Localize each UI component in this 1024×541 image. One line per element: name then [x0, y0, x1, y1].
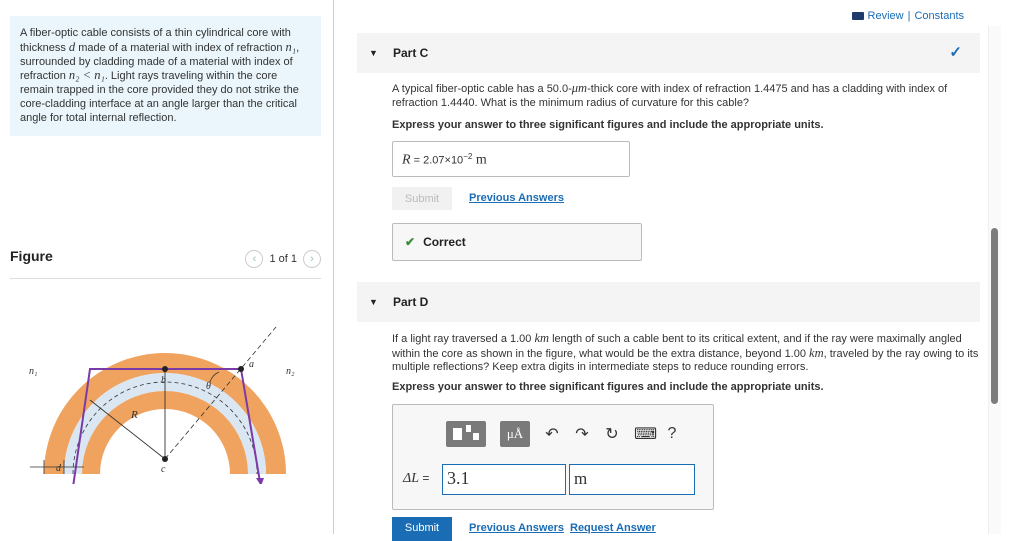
- label-a: a: [249, 359, 254, 370]
- intro-text-4: . Light rays traveling within the core remain trapped in the core provided they do not strike the core-cladding interface at an angle larger than the critical angle for total internal reflection.: [20, 70, 299, 124]
- var-delta-l: ΔL: [403, 471, 420, 486]
- label-c: c: [161, 464, 166, 475]
- part-d-instruction: Express your answer to three significant figures and include the appropriate units.: [392, 381, 824, 393]
- part-c-label: Part C: [393, 46, 429, 60]
- unit-km: km: [809, 345, 824, 360]
- part-c-instruction: Express your answer to three significant figures and include the appropriate units.: [392, 119, 824, 131]
- figure-header: [10, 248, 321, 279]
- part-d-submit-button[interactable]: Submit: [392, 517, 452, 541]
- constants-link[interactable]: Constants: [914, 10, 964, 22]
- answer-value: 2.07×10: [423, 154, 464, 167]
- undo-icon[interactable]: ↶: [545, 426, 559, 443]
- templates-button[interactable]: [446, 421, 486, 447]
- part-d-q-text-2: length of such a cable bent to its critical extent, and if the ray were maximally angled within the core as shown in the figure, what would be the extra distance, beyond 1.00: [392, 333, 962, 360]
- intro-text-2: made of a material with index of refraction: [75, 41, 286, 54]
- answer-exponent: −2: [463, 152, 473, 161]
- equals-sign: =: [419, 471, 430, 485]
- label-n1: n₁: [29, 366, 38, 377]
- part-d-label: Part D: [393, 295, 429, 309]
- value-input[interactable]: 3.1: [442, 464, 566, 495]
- next-figure-button[interactable]: [303, 250, 321, 268]
- keyboard-icon[interactable]: ⌨: [634, 426, 658, 443]
- part-c-q-text-1: A typical fiber-optic cable has a 50.0-: [392, 83, 572, 95]
- intro-text-1: A fiber-optic cable consists of a thin cylindrical core with thickness: [20, 27, 291, 54]
- prev-figure-button[interactable]: [245, 250, 263, 268]
- answer-var-R: R: [402, 152, 411, 168]
- answer-editor: [392, 404, 714, 510]
- separator: |: [907, 10, 911, 22]
- point-b: [162, 366, 168, 372]
- pager-text: 1 of 1: [269, 253, 297, 265]
- center-point-c: [162, 456, 168, 462]
- scrollbar-thumb[interactable]: [991, 228, 998, 404]
- part-c-header[interactable]: [357, 33, 980, 73]
- chevron-left-icon: ‹: [252, 252, 257, 265]
- book-icon: [852, 12, 864, 20]
- unit-input[interactable]: m: [569, 464, 695, 495]
- reset-icon[interactable]: ↻: [605, 426, 619, 443]
- left-panel: [0, 0, 333, 534]
- var-inequality: n₂ < n₁: [68, 68, 105, 83]
- correct-label: Correct: [423, 235, 466, 249]
- math-toolbar: [446, 419, 680, 449]
- chevron-right-icon: ›: [310, 252, 314, 265]
- unit-km: km: [534, 331, 550, 345]
- answer-equals: =: [410, 154, 424, 167]
- label-theta: θ: [206, 381, 211, 392]
- request-answer-link[interactable]: Request Answer: [570, 522, 656, 534]
- part-d-q-text-3: , traveled by the ray owing to its multiple reflections? Keep extra digits in intermediate steps to reduce rounding errors.: [392, 347, 979, 374]
- caret-down-icon: ▼: [369, 48, 378, 58]
- part-d-header[interactable]: [357, 282, 980, 322]
- panel-divider: [333, 0, 334, 534]
- units-button[interactable]: μÅ: [500, 421, 530, 447]
- label-d: d: [56, 463, 61, 474]
- help-icon[interactable]: ?: [667, 425, 677, 442]
- figure-pager: [245, 250, 321, 268]
- delta-l-label: [403, 471, 429, 487]
- fiber-optic-figure: [14, 312, 304, 484]
- part-d-previous-answers-link[interactable]: Previous Answers: [469, 522, 564, 534]
- problem-intro: [10, 16, 321, 136]
- part-c-q-text-2: -thick core with index of refraction 1.4475 and has a cladding with index of refraction 1.4440. What is the minimum radius of curvature for this cable?: [392, 83, 948, 109]
- label-n2: n₂: [286, 366, 295, 377]
- part-c-answer-box: [392, 141, 630, 177]
- part-d-question: [392, 332, 982, 375]
- label-R: R: [131, 409, 138, 421]
- review-link[interactable]: Review: [867, 10, 904, 22]
- caret-down-icon: ▼: [369, 297, 378, 307]
- part-c-question: [392, 82, 982, 110]
- figure-title: Figure: [10, 248, 53, 264]
- point-a: [238, 366, 244, 372]
- check-icon: ✔: [405, 235, 416, 249]
- part-c-submit-button[interactable]: Submit: [392, 187, 452, 210]
- unit-um: μm: [571, 81, 588, 95]
- part-c-previous-answers-link[interactable]: Previous Answers: [469, 192, 564, 204]
- correct-feedback: [392, 223, 642, 261]
- answer-unit: m: [472, 152, 487, 168]
- var-d: d: [68, 39, 76, 54]
- intro-text-3: , surrounded by cladding made of a material with index of refraction: [20, 41, 300, 83]
- label-b: b: [161, 375, 166, 386]
- review-constants: [852, 10, 964, 22]
- redo-icon[interactable]: ↷: [575, 426, 589, 443]
- var-n1: n₁: [285, 39, 297, 54]
- part-d-q-text-1: If a light ray traversed a 1.00: [392, 333, 535, 345]
- ray-arrowhead: [256, 478, 264, 484]
- checkmark-icon: ✓: [949, 44, 962, 61]
